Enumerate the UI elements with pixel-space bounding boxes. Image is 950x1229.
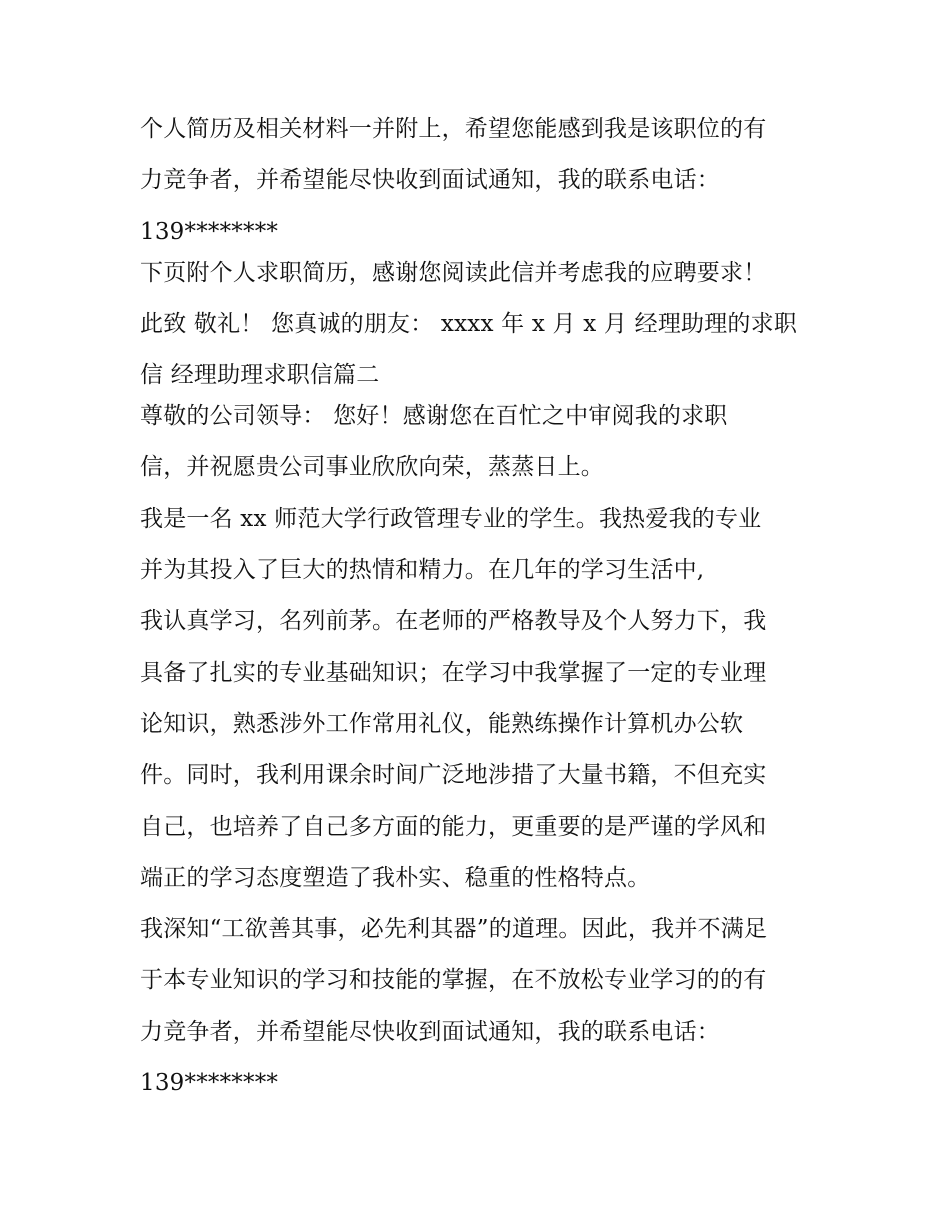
document-body-text bbox=[140, 104, 820, 1099]
text-line-3: 139******** bbox=[140, 218, 279, 245]
text-line-20: 139******** bbox=[140, 1070, 279, 1097]
text-line-5: 此致 敬礼！ 您真诚的朋友： xxxx 年 x 月 x 月 经理助理的求职 bbox=[140, 310, 798, 337]
text-line-19: 力竞争者，并希望能尽快收到面试通知，我的联系电话： bbox=[140, 1018, 720, 1045]
text-line-16: 端正的学习态度塑造了我朴实、稳重的性格特点。 bbox=[140, 864, 651, 891]
text-line-4: 下页附个人求职简历，感谢您阅读此信并考虑我的应聘要求！ bbox=[140, 259, 767, 286]
text-line-17: 我深知“工欲善其事，必先利其器”的道理。因此，我并不满足 bbox=[140, 916, 768, 943]
text-line-18: 于本专业知识的学习和技能的掌握，在不放松专业学习的的有 bbox=[140, 967, 767, 994]
text-line-1: 个人简历及相关材料一并附上，希望您能感到我是该职位的有 bbox=[140, 116, 767, 142]
text-line-12: 具备了扎实的专业基础知识；在学习中我掌握了一定的专业理 bbox=[140, 659, 767, 686]
text-line-7: 尊敬的公司领导： 您好！感谢您在百忙之中审阅我的求职 bbox=[140, 403, 728, 430]
text-line-15: 自己，也培养了自己多方面的能力，更重要的是严谨的学风和 bbox=[140, 813, 767, 840]
text-line-8: 信，并祝愿贵公司事业欣欣向荣，蒸蒸日上。 bbox=[140, 454, 604, 481]
text-line-13: 论知识，熟悉涉外工作常用礼仪，能熟练操作计算机办公软 bbox=[140, 710, 744, 737]
text-line-2: 力竞争者，并希望能尽快收到面试通知，我的联系电话： bbox=[140, 167, 720, 194]
text-line-6: 信 经理助理求职信篇二 bbox=[140, 362, 380, 389]
text-line-9: 我是一名 xx 师范大学行政管理专业的学生。我热爱我的专业 bbox=[140, 505, 762, 532]
text-line-10: 并为其投入了巨大的热情和精力。在几年的学习生活中, bbox=[140, 557, 705, 584]
text-line-11: 我认真学习，名列前茅。在老师的严格教导及个人努力下，我 bbox=[140, 608, 767, 635]
text-line-14: 件。同时，我利用课余时间广泛地涉措了大量书籍，不但充实 bbox=[140, 762, 767, 789]
